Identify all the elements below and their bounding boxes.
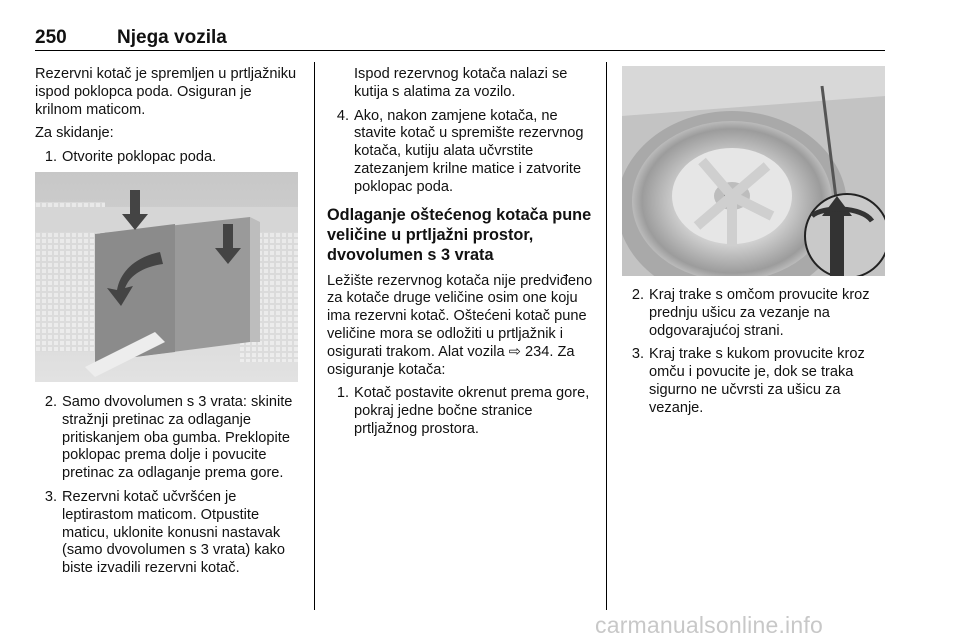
list-item xyxy=(35,489,301,578)
page-reference-icon: ⇨ xyxy=(508,343,521,360)
figure-floor-cover xyxy=(35,172,298,382)
column-divider-1 xyxy=(314,62,315,610)
step-number: 4. xyxy=(336,107,349,124)
body-paragraph xyxy=(327,273,593,380)
intro-paragraph: Rezervni kotač je spremljen u prtljažniku ispod poklopca poda. Osiguran je krilnom maticom. xyxy=(35,66,297,118)
paragraph-text-end: . Za osiguranje kotača: xyxy=(327,343,575,378)
step-number: 3. xyxy=(44,488,57,505)
step-number: 1. xyxy=(336,385,349,402)
column-2 xyxy=(327,66,593,445)
column-1 xyxy=(35,66,301,173)
list-item xyxy=(35,394,301,483)
step-number: 2. xyxy=(44,394,57,410)
list-item xyxy=(622,346,888,417)
step-number: 1. xyxy=(44,149,57,166)
paragraph-text: Ležište rezervnog kotača nije predviđeno za kotače druge veličine osim one koju ima rezervni kotač. Oštećeni kotač pune veličine mora se odložiti u prtljažnik i osigurati trakom. Alat vozila xyxy=(327,272,593,360)
list-item xyxy=(327,108,593,197)
removal-label: Za skidanje: xyxy=(35,125,114,142)
section-heading: Odlaganje oštećenog kotača pune veličine u prtljažni prostor, dvovolumen s 3 vrata xyxy=(327,205,592,264)
column-1-lower xyxy=(35,394,301,584)
step-number: 3. xyxy=(631,346,644,363)
step-text: Kraj trake s kukom provucite kroz omču i povucite je, dok se traka sigurno ne učvrsti za ušicu za vezanje. xyxy=(649,346,865,416)
step-text: Otvorite poklopac poda. xyxy=(62,149,217,166)
footer-watermark: carmanualsonline.info xyxy=(595,612,823,638)
list-item xyxy=(327,385,593,438)
figure-spare-wheel xyxy=(622,66,885,276)
step-text: Ako, nakon zamjene kotača, ne stavite kotač u spremište rezervnog kotača, kutiju alata učvrstite zatezanjem krilne matice i zatvorite poklopac poda. xyxy=(354,107,584,195)
column-3 xyxy=(622,287,888,424)
list-item xyxy=(622,287,888,340)
page-number: 250 xyxy=(35,27,67,48)
step-text: Kotač postavite okrenut prema gore, pokraj jedne bočne stranice prtljažnog prostora. xyxy=(354,385,590,437)
continued-text: Ispod rezervnog kotača nalazi se kutija s alatima za vozilo. xyxy=(354,66,568,100)
list-item xyxy=(35,149,301,167)
step-number: 2. xyxy=(631,287,644,303)
step-text: Rezervni kotač učvršćen je leptirastom maticom. Otpustite maticu, uklonite konusni nastavak (samo dvovolumen s 3 vrata) kako biste izvadili rezervni kotač. xyxy=(62,488,286,577)
section-title: Njega vozila xyxy=(117,27,227,48)
page-reference: 234 xyxy=(525,343,550,360)
step-text: Kraj trake s omčom provucite kroz prednju ušicu za vezanje na odgovarajućoj strani. xyxy=(649,287,870,339)
step-text: Samo dvovolumen s 3 vrata: skinite stražnji pretinac za odlaganje pritiskanjem oba gumba. Preklopite poklopac prema dolje i povucite pretinac za odlaganje prema gore. xyxy=(62,394,293,482)
header-rule xyxy=(35,50,885,51)
column-divider-2 xyxy=(606,62,607,610)
